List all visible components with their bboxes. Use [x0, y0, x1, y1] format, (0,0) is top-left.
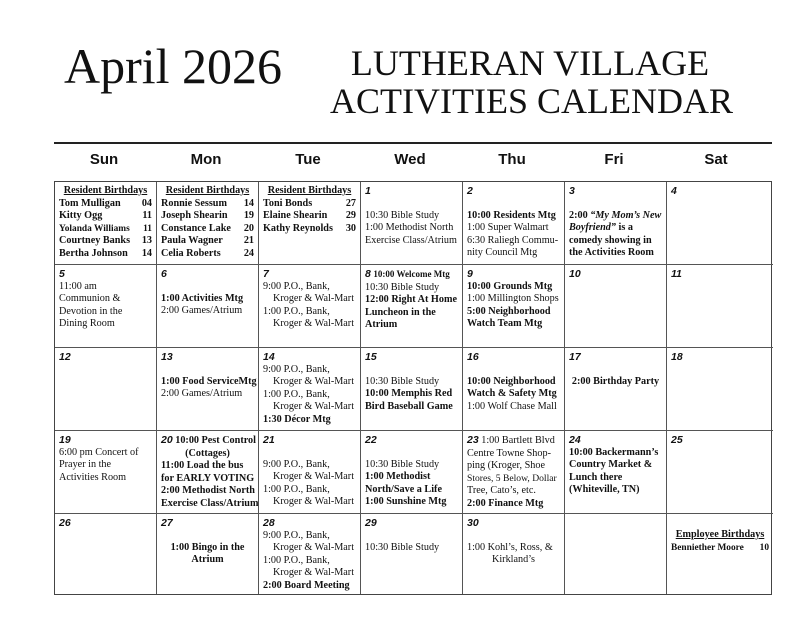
event-line: 6:00 pm Concert of: [59, 446, 139, 458]
date-number: 1: [365, 185, 371, 197]
day-header-fri: Fri: [604, 151, 624, 168]
event-line: 1:00 Kohl’s, Ross, &: [467, 541, 553, 553]
birthday-heading: Resident Birthdays: [165, 185, 250, 196]
birthday-entry: Celia Roberts 24: [161, 247, 254, 259]
date-number: 21: [263, 434, 275, 446]
cell-day-30: [463, 514, 565, 594]
day-header-tue: Tue: [295, 151, 321, 168]
date-number: 20: [161, 434, 173, 446]
event-line: 10:30 Bible Study: [365, 209, 440, 221]
birthday-entry: Yolanda Williams 11: [59, 223, 152, 234]
cell-day-23: [463, 431, 565, 514]
event-line: 1:00 Bingo in the: [170, 541, 245, 553]
calendar-org-title: [330, 43, 733, 121]
cell-day-24: [565, 431, 667, 514]
date-number: 26: [59, 517, 71, 529]
cell-day-27: [157, 514, 259, 594]
cell-day-11: [667, 265, 773, 348]
calendar-grid: [54, 181, 772, 595]
event-line: ping (Kroger, Shoe: [467, 460, 545, 472]
date-number: 14: [263, 351, 275, 363]
event-line: Kroger & Wal-Mart: [273, 318, 355, 330]
date-number: 3: [569, 185, 575, 197]
cell-day-26: [55, 514, 157, 594]
event-line: 2:00 Board Meeting: [263, 579, 350, 591]
event-line: Atrium: [365, 319, 398, 331]
date-number: 9: [467, 268, 473, 280]
cell-day-28: [259, 514, 361, 594]
cell-day-5: [55, 265, 157, 348]
event-line: Lunch there: [569, 471, 623, 483]
date-number: 13: [161, 351, 173, 363]
date-number: 7: [263, 268, 269, 280]
event-line: 1:30 Décor Mtg: [263, 413, 331, 425]
event-line: Kroger & Wal-Mart: [273, 471, 355, 483]
date-number: 6: [161, 268, 167, 280]
event-line: 2:00 Finance Mtg: [467, 497, 544, 509]
cell-day-15: [361, 348, 463, 431]
event-line: Watch & Safety Mtg: [467, 388, 557, 400]
event-line: 2:00 Birthday Party: [571, 375, 660, 387]
date-number: 27: [161, 517, 173, 529]
cell-day-17: [565, 348, 667, 431]
event-line: 9:00 P.O., Bank,: [263, 363, 330, 375]
cell-day-16: [463, 348, 565, 431]
event-line: 5:00 Neighborhood: [467, 305, 551, 317]
event-line: 11:00 am: [59, 280, 97, 292]
date-number: 10: [569, 268, 581, 280]
cell-day-9: [463, 265, 565, 348]
event-line: Country Market &: [569, 459, 653, 471]
event-line: 10:30 Bible Study: [365, 541, 440, 553]
event-line: (Cottages): [185, 447, 230, 459]
event-line: 1:00 P.O., Bank,: [263, 305, 330, 317]
cell-birthdays-sun: [55, 182, 157, 265]
event-line: the Activities Room: [569, 247, 654, 259]
event-line: Kroger & Wal-Mart: [273, 293, 355, 305]
cell-day-1: [361, 182, 463, 265]
date-number: 19: [59, 434, 71, 446]
event-line: 10:30 Bible Study: [365, 375, 440, 387]
event-line: 2:00 “My Mom’s New: [569, 209, 662, 221]
event-line: 1:00 Wolf Chase Mall: [467, 400, 557, 412]
date-number: 24: [569, 434, 581, 446]
date-number: 23: [467, 434, 479, 446]
cell-birthdays-tue: [259, 182, 361, 265]
event-line: Watch Team Mtg: [467, 318, 543, 330]
event-line: Bird Baseball Game: [365, 400, 453, 412]
birthday-entry: Courtney Banks 13: [59, 235, 152, 247]
event-line: for EARLY VOTING: [161, 472, 255, 484]
event-line: 9:00 P.O., Bank,: [263, 529, 330, 541]
date-number: 15: [365, 351, 377, 363]
cell-day-13: [157, 348, 259, 431]
cell-day-14: [259, 348, 361, 431]
cell-day-4: [667, 182, 773, 265]
birthday-heading: Resident Birthdays: [63, 185, 148, 196]
event-line: Kirkland’s: [491, 554, 535, 566]
event-line: 1:00 P.O., Bank,: [263, 388, 330, 400]
event-line: Exercise Class/Atrium: [365, 234, 457, 246]
event-line: comedy showing in: [569, 234, 652, 246]
date-number: 28: [263, 517, 275, 529]
birthday-entry: Kathy Reynolds 30: [263, 222, 356, 234]
cell-day-25: [667, 431, 773, 514]
cell-day-21: [259, 431, 361, 514]
birthday-entry: Paula Wagner 21: [161, 235, 254, 247]
event-line: 10:00 Grounds Mtg: [467, 280, 553, 292]
event-line: 1:00 Super Walmart: [467, 222, 549, 234]
event-line: 1:00 Bartlett Blvd: [481, 435, 555, 446]
cell-day-18: [667, 348, 773, 431]
date-number: 12: [59, 351, 71, 363]
event-line: (Whiteville, TN): [569, 484, 640, 496]
birthday-entry: Tom Mulligan 04: [59, 197, 152, 209]
employee-birthday-heading: Employee Birthdays: [675, 529, 765, 540]
event-line: Kroger & Wal-Mart: [273, 496, 355, 508]
event-line: 10:30 Bible Study: [365, 281, 440, 293]
event-line: 10:00 Welcome Mtg: [373, 269, 450, 279]
birthday-entry: Toni Bonds 27: [263, 197, 356, 209]
org-title-line1: LUTHERAN VILLAGE: [350, 43, 710, 83]
event-line: Kroger & Wal-Mart: [273, 542, 355, 554]
event-line: 9:00 P.O., Bank,: [263, 280, 330, 292]
day-header-thu: Thu: [498, 151, 526, 168]
event-line: 10:30 Bible Study: [365, 458, 440, 470]
event-line: Dining Room: [59, 318, 115, 330]
event-line: Devotion in the: [59, 305, 123, 317]
event-line: 1:00 Sunshine Mtg: [365, 496, 447, 508]
date-number: 25: [671, 434, 683, 446]
event-line: Boyfriend” is a: [569, 222, 633, 234]
date-number: 22: [365, 434, 377, 446]
event-line: 2:00 Games/Atrium: [161, 388, 243, 400]
event-line: 1:00 P.O., Bank,: [263, 483, 330, 495]
event-line: 1:00 P.O., Bank,: [263, 554, 330, 566]
cell-day-10: [565, 265, 667, 348]
date-number: 17: [569, 351, 581, 363]
cell-day-7: [259, 265, 361, 348]
employee-birthday-entry: Benniether Moore 10: [671, 542, 769, 553]
event-line: Tree, Cato’s, etc.: [467, 485, 536, 497]
day-header-sat: Sat: [704, 151, 728, 168]
cell-day-8: [361, 265, 463, 348]
event-line: Centre Towne Shop-: [467, 447, 551, 459]
day-header-wed: Wed: [394, 151, 426, 168]
event-line: 11:00 Load the bus: [161, 460, 244, 472]
org-title-line2: ACTIVITIES CALENDAR: [330, 81, 733, 121]
cell-employee-birthdays: [667, 514, 773, 594]
event-line: Activities Room: [59, 471, 127, 483]
date-number: 4: [671, 185, 677, 197]
birthday-entry: Joseph Shearin 19: [161, 210, 254, 222]
day-header-mon: Mon: [190, 151, 222, 168]
event-line: 10:00 Pest Control: [175, 435, 256, 446]
event-line: nity Council Mtg: [467, 247, 538, 259]
event-line: 10:00 Residents Mtg: [467, 209, 556, 221]
birthday-entry: Kitty Ogg 11: [59, 210, 152, 222]
event-line: Communion &: [59, 293, 121, 305]
date-number: 5: [59, 268, 65, 280]
header-rule: [54, 142, 772, 144]
birthday-entry: Constance Lake 20: [161, 222, 254, 234]
cell-day-12: [55, 348, 157, 431]
event-line: Kroger & Wal-Mart: [273, 567, 355, 579]
cell-day-2: [463, 182, 565, 265]
event-line: Luncheon in the: [365, 306, 436, 318]
event-line: 9:00 P.O., Bank,: [263, 458, 330, 470]
event-line: 12:00 Right At Home: [365, 294, 457, 306]
event-line: Kroger & Wal-Mart: [273, 376, 355, 388]
cell-empty: [565, 514, 667, 594]
cell-day-3: [565, 182, 667, 265]
event-line: 10:00 Memphis Red: [365, 388, 453, 400]
date-number: 16: [467, 351, 479, 363]
birthday-entry: Elaine Shearin 29: [263, 210, 356, 222]
cell-day-22: [361, 431, 463, 514]
cell-day-20: [157, 431, 259, 514]
cell-day-6: [157, 265, 259, 348]
cell-birthdays-mon: [157, 182, 259, 265]
cell-day-19: [55, 431, 157, 514]
date-number: 11: [671, 268, 682, 280]
event-line: 1:00 Activities Mtg: [161, 292, 244, 304]
date-number: 2: [467, 185, 473, 197]
cell-day-29: [361, 514, 463, 594]
day-header-sun: Sun: [89, 151, 119, 168]
event-line: 1:00 Methodist: [365, 471, 431, 483]
birthday-entry: Bertha Johnson 14: [59, 247, 152, 259]
birthday-heading: Resident Birthdays: [267, 185, 352, 196]
event-line: Kroger & Wal-Mart: [273, 401, 355, 413]
date-number: 30: [467, 517, 479, 529]
event-line: 1:00 Methodist North: [365, 222, 454, 234]
calendar-month-title: April 2026: [64, 38, 283, 94]
event-line: Atrium: [191, 554, 224, 566]
event-line: Prayer in the: [59, 459, 112, 471]
event-line: 2:00 Games/Atrium: [161, 305, 243, 317]
event-line: 6:30 Raliegh Commu-: [467, 234, 559, 246]
event-line: 2:00 Methodist North: [161, 485, 255, 497]
event-line: 10:00 Neighborhood: [467, 375, 556, 387]
event-line: 1:00 Food ServiceMtg: [161, 375, 257, 387]
date-number: 18: [671, 351, 683, 363]
event-line: Stores, 5 Below, Dollar: [467, 472, 557, 484]
event-line: Exercise Class/Atrium: [161, 497, 259, 509]
event-line: North/Save a Life: [365, 483, 442, 495]
event-line: 10:00 Backermann’s: [569, 446, 659, 458]
date-number: 8: [365, 268, 371, 280]
date-number: 29: [365, 517, 377, 529]
birthday-entry: Ronnie Sessum 14: [161, 197, 254, 209]
event-line: 1:00 Millington Shops: [467, 293, 559, 305]
